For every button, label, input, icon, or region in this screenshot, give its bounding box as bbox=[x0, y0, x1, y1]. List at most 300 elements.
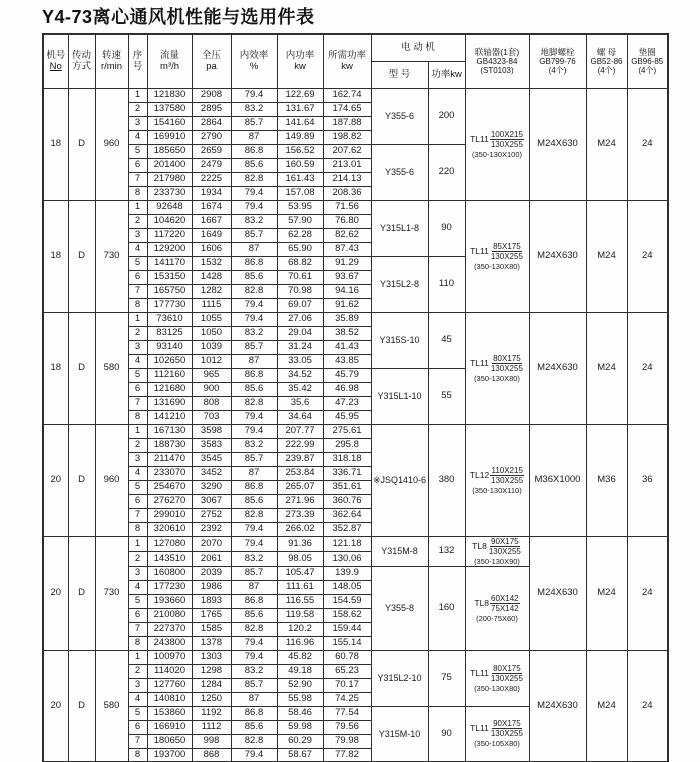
cell-pressure: 2895 bbox=[192, 102, 231, 116]
table-row bbox=[43, 536, 668, 551]
coupling-note: (350-130X80) bbox=[474, 373, 520, 383]
cell-motor-power: 55 bbox=[428, 368, 465, 424]
cell-flow: 100970 bbox=[147, 650, 192, 664]
cell-efficiency: 79.4 bbox=[231, 748, 277, 762]
cell-required-power: 295.8 bbox=[323, 438, 371, 452]
cell-flow: 153150 bbox=[147, 270, 192, 284]
coupling-prefix: TL11 bbox=[470, 133, 489, 144]
cell-seq: 5 bbox=[128, 706, 147, 720]
cell-motor-model: Y315L1-10 bbox=[371, 368, 428, 424]
coupling-fraction-row bbox=[472, 537, 522, 556]
cell-seq: 8 bbox=[128, 636, 147, 650]
cell-seq: 5 bbox=[128, 368, 147, 382]
cell-washer: 24 bbox=[627, 650, 668, 762]
header-label: 传动 bbox=[71, 50, 91, 62]
cell-flow: 211470 bbox=[147, 452, 192, 466]
cell-washer: 24 bbox=[627, 88, 668, 200]
cell-inner-power: 29.04 bbox=[277, 326, 323, 340]
cell-coupling bbox=[465, 200, 529, 312]
cell-seq: 6 bbox=[128, 382, 147, 396]
cell-flow: 201400 bbox=[147, 158, 192, 172]
cell-efficiency: 79.4 bbox=[231, 650, 277, 664]
header-label: GB52-86 bbox=[590, 56, 623, 66]
cell-seq: 6 bbox=[128, 720, 147, 734]
coupling-prefix: TL11 bbox=[470, 357, 489, 368]
cell-flow: 166910 bbox=[147, 720, 192, 734]
cell-efficiency: 82.8 bbox=[231, 508, 277, 522]
cell-machine-no: 18 bbox=[43, 200, 68, 312]
cell-pressure: 1606 bbox=[192, 242, 231, 256]
cell-pressure: 3067 bbox=[192, 494, 231, 508]
header-label: pa bbox=[206, 61, 217, 73]
header-label: 号 bbox=[132, 61, 143, 73]
coupling-prefix: TL11 bbox=[470, 245, 489, 256]
cell-inner-power: 69.07 bbox=[277, 298, 323, 312]
cell-efficiency: 86.8 bbox=[231, 706, 277, 720]
cell-seq: 2 bbox=[128, 664, 147, 678]
cell-motor-model: Y315L2-10 bbox=[371, 650, 428, 706]
cell-inner-power: 49.18 bbox=[277, 664, 323, 678]
header-label: % bbox=[249, 61, 259, 73]
cell-pressure: 1298 bbox=[192, 664, 231, 678]
cell-pressure: 808 bbox=[192, 396, 231, 410]
coupling-fraction-row bbox=[470, 354, 524, 373]
cell-flow: 167130 bbox=[147, 424, 192, 438]
cell-motor-power: 220 bbox=[428, 144, 465, 200]
cell-inner-power: 149.89 bbox=[277, 130, 323, 144]
cell-required-power: 174.65 bbox=[323, 102, 371, 116]
cell-required-power: 65.23 bbox=[323, 664, 371, 678]
cell-efficiency: 87 bbox=[231, 466, 277, 480]
cell-flow: 112160 bbox=[147, 368, 192, 382]
cell-inner-power: 57.90 bbox=[277, 214, 323, 228]
cell-flow: 141170 bbox=[147, 256, 192, 270]
fan-selection-table bbox=[42, 33, 669, 762]
cell-pressure: 1674 bbox=[192, 200, 231, 214]
cell-seq: 1 bbox=[128, 424, 147, 438]
cell-flow: 114020 bbox=[147, 664, 192, 678]
cell-efficiency: 83.2 bbox=[231, 551, 277, 566]
cell-pressure: 2752 bbox=[192, 508, 231, 522]
cell-efficiency: 79.4 bbox=[231, 312, 277, 326]
header-label: No bbox=[49, 61, 62, 73]
coupling-prefix: TL8 bbox=[474, 597, 490, 608]
cell-inner-power: 58.67 bbox=[277, 748, 323, 762]
coupling-fraction-numerator: 100X215 bbox=[490, 129, 523, 139]
cell-efficiency: 83.2 bbox=[231, 102, 277, 116]
cell-machine-no: 18 bbox=[43, 312, 68, 424]
header-label: 方式 bbox=[71, 61, 91, 73]
cell-seq: 8 bbox=[128, 186, 147, 200]
cell-required-power: 360.76 bbox=[323, 494, 371, 508]
cell-flow: 210080 bbox=[147, 608, 192, 622]
header-label: (4个) bbox=[597, 65, 616, 75]
cell-efficiency: 79.4 bbox=[231, 200, 277, 214]
cell-efficiency: 86.8 bbox=[231, 144, 277, 158]
cell-seq: 6 bbox=[128, 608, 147, 622]
cell-pressure: 3290 bbox=[192, 480, 231, 494]
cell-washer: 24 bbox=[627, 536, 668, 650]
cell-efficiency: 85.7 bbox=[231, 340, 277, 354]
cell-required-power: 162.74 bbox=[323, 88, 371, 102]
cell-seq: 1 bbox=[128, 200, 147, 214]
cell-flow: 143510 bbox=[147, 551, 192, 566]
cell-efficiency: 86.8 bbox=[231, 480, 277, 494]
cell-inner-power: 58.46 bbox=[277, 706, 323, 720]
cell-efficiency: 79.4 bbox=[231, 186, 277, 200]
cell-motor-model: Y315M-10 bbox=[371, 706, 428, 762]
cell-flow: 188730 bbox=[147, 438, 192, 452]
cell-machine-no: 18 bbox=[43, 88, 68, 200]
cell-motor-model: ※JSQ1410-6 bbox=[371, 424, 428, 536]
cell-seq: 3 bbox=[128, 566, 147, 580]
cell-flow: 141210 bbox=[147, 410, 192, 424]
cell-pressure: 1765 bbox=[192, 608, 231, 622]
cell-inner-power: 222.99 bbox=[277, 438, 323, 452]
header-label: 垫圈 bbox=[638, 46, 656, 57]
header-label: 全压 bbox=[201, 50, 221, 62]
coupling-fraction bbox=[490, 354, 524, 373]
cell-required-power: 70.17 bbox=[323, 678, 371, 692]
cell-nut: M24 bbox=[586, 650, 627, 762]
coupling-fraction-row bbox=[470, 130, 524, 149]
coupling-fraction bbox=[490, 242, 524, 261]
cell-inner-power: 265.07 bbox=[277, 480, 323, 494]
cell-flow: 127080 bbox=[147, 536, 192, 551]
cell-motor-model: Y315M-8 bbox=[371, 536, 428, 566]
cell-motor-power: 200 bbox=[428, 88, 465, 144]
cell-inner-power: 266.02 bbox=[277, 522, 323, 536]
cell-efficiency: 79.4 bbox=[231, 410, 277, 424]
cell-pressure: 1284 bbox=[192, 678, 231, 692]
cell-pressure: 2039 bbox=[192, 566, 231, 580]
coupling-prefix: TL11 bbox=[470, 667, 489, 678]
cell-efficiency: 83.2 bbox=[231, 326, 277, 340]
cell-pressure: 1192 bbox=[192, 706, 231, 720]
cell-flow: 233070 bbox=[147, 466, 192, 480]
header-label: 转速 bbox=[101, 50, 121, 62]
header-label: (ST0103) bbox=[480, 65, 514, 75]
cell-inner-power: 105.47 bbox=[277, 566, 323, 580]
cell-coupling bbox=[465, 706, 529, 762]
coupling-fraction-row bbox=[470, 664, 524, 683]
coupling-fraction-numerator: 110X215 bbox=[491, 465, 523, 475]
cell-required-power: 45.79 bbox=[323, 368, 371, 382]
cell-drive-type: D bbox=[68, 88, 95, 200]
cell-efficiency: 87 bbox=[231, 580, 277, 594]
cell-pressure: 1667 bbox=[192, 214, 231, 228]
cell-seq: 8 bbox=[128, 298, 147, 312]
cell-required-power: 155.14 bbox=[323, 636, 371, 650]
cell-required-power: 77.82 bbox=[323, 748, 371, 762]
cell-seq: 6 bbox=[128, 494, 147, 508]
cell-pressure: 1112 bbox=[192, 720, 231, 734]
cell-flow: 92648 bbox=[147, 200, 192, 214]
cell-flow: 227370 bbox=[147, 622, 192, 636]
cell-seq: 8 bbox=[128, 522, 147, 536]
cell-seq: 5 bbox=[128, 480, 147, 494]
cell-coupling bbox=[465, 536, 529, 566]
coupling-spec bbox=[466, 130, 529, 159]
cell-efficiency: 86.8 bbox=[231, 368, 277, 382]
col-header-motor: 电 动 机 bbox=[371, 34, 465, 61]
cell-efficiency: 85.6 bbox=[231, 494, 277, 508]
coupling-note: (350-130X110) bbox=[472, 485, 522, 495]
cell-flow: 180650 bbox=[147, 734, 192, 748]
header-label: 所需功率 bbox=[327, 50, 366, 62]
cell-inner-power: 91.36 bbox=[277, 536, 323, 551]
cell-pressure: 2790 bbox=[192, 130, 231, 144]
cell-inner-power: 52.90 bbox=[277, 678, 323, 692]
coupling-fraction-row bbox=[470, 719, 524, 738]
cell-efficiency: 79.4 bbox=[231, 536, 277, 551]
cell-seq: 4 bbox=[128, 466, 147, 480]
coupling-fraction-denominator: 130X255 bbox=[490, 729, 523, 739]
header-label: kw bbox=[341, 61, 353, 73]
cell-required-power: 121.18 bbox=[323, 536, 371, 551]
cell-pressure: 1585 bbox=[192, 622, 231, 636]
cell-pressure: 2061 bbox=[192, 551, 231, 566]
header-label: m³/h bbox=[160, 61, 179, 73]
header-label: 螺 母 bbox=[596, 46, 617, 57]
cell-coupling bbox=[465, 424, 529, 536]
cell-inner-power: 62.28 bbox=[277, 228, 323, 242]
cell-nut: M24 bbox=[586, 88, 627, 200]
cell-efficiency: 82.8 bbox=[231, 622, 277, 636]
cell-flow: 140810 bbox=[147, 692, 192, 706]
cell-inner-power: 131.67 bbox=[277, 102, 323, 116]
cell-efficiency: 85.6 bbox=[231, 270, 277, 284]
cell-efficiency: 83.2 bbox=[231, 214, 277, 228]
cell-drive-type: D bbox=[68, 536, 95, 650]
cell-motor-model: Y355-6 bbox=[371, 144, 428, 200]
cell-anchor-bolt: M24X630 bbox=[529, 200, 586, 312]
col-header-anchor-bolt bbox=[529, 34, 586, 88]
cell-efficiency: 85.7 bbox=[231, 452, 277, 466]
cell-washer: 36 bbox=[627, 424, 668, 536]
coupling-spec bbox=[466, 594, 529, 623]
cell-drive-type: D bbox=[68, 424, 95, 536]
cell-pressure: 1115 bbox=[192, 298, 231, 312]
cell-required-power: 82.62 bbox=[323, 228, 371, 242]
cell-flow: 193700 bbox=[147, 748, 192, 762]
coupling-fraction-denominator: 75X142 bbox=[491, 603, 519, 613]
coupling-spec bbox=[466, 466, 529, 495]
coupling-fraction bbox=[488, 537, 522, 556]
cell-motor-power: 380 bbox=[428, 424, 465, 536]
header-label: (4个) bbox=[638, 65, 657, 75]
col-header-coupling bbox=[465, 34, 529, 88]
header-label: kw bbox=[294, 61, 306, 73]
header-label: GB799-76 bbox=[539, 56, 576, 66]
coupling-spec bbox=[466, 242, 529, 271]
cell-motor-model: Y355-8 bbox=[371, 566, 428, 650]
cell-required-power: 79.98 bbox=[323, 734, 371, 748]
col-header-required-power bbox=[323, 34, 371, 88]
cell-required-power: 158.62 bbox=[323, 608, 371, 622]
col-header-inner-power bbox=[277, 34, 323, 88]
cell-inner-power: 65.90 bbox=[277, 242, 323, 256]
cell-flow: 117220 bbox=[147, 228, 192, 242]
cell-flow: 177230 bbox=[147, 580, 192, 594]
cell-efficiency: 85.6 bbox=[231, 608, 277, 622]
cell-inner-power: 119.58 bbox=[277, 608, 323, 622]
cell-efficiency: 79.4 bbox=[231, 88, 277, 102]
cell-flow: 121680 bbox=[147, 382, 192, 396]
cell-pressure: 1282 bbox=[192, 284, 231, 298]
cell-pressure: 1649 bbox=[192, 228, 231, 242]
cell-nut: M24 bbox=[586, 312, 627, 424]
cell-inner-power: 141.64 bbox=[277, 116, 323, 130]
cell-flow: 153860 bbox=[147, 706, 192, 720]
header-label: 内效率 bbox=[239, 50, 269, 62]
coupling-fraction bbox=[490, 594, 520, 613]
cell-required-power: 87.43 bbox=[323, 242, 371, 256]
cell-inner-power: 35.42 bbox=[277, 382, 323, 396]
cell-flow: 73610 bbox=[147, 312, 192, 326]
cell-inner-power: 271.96 bbox=[277, 494, 323, 508]
cell-efficiency: 79.4 bbox=[231, 522, 277, 536]
cell-pressure: 868 bbox=[192, 748, 231, 762]
col-header-motor-power: 功率kw bbox=[428, 61, 465, 88]
cell-required-power: 93.67 bbox=[323, 270, 371, 284]
col-header-machine-no bbox=[43, 34, 68, 88]
cell-flow: 320610 bbox=[147, 522, 192, 536]
cell-inner-power: 122.69 bbox=[277, 88, 323, 102]
cell-seq: 1 bbox=[128, 650, 147, 664]
coupling-spec bbox=[466, 354, 529, 383]
cell-pressure: 2070 bbox=[192, 536, 231, 551]
coupling-fraction-numerator: 60X142 bbox=[491, 593, 519, 603]
cell-pressure: 3545 bbox=[192, 452, 231, 466]
cell-pressure: 1893 bbox=[192, 594, 231, 608]
cell-flow: 137580 bbox=[147, 102, 192, 116]
cell-anchor-bolt: M24X630 bbox=[529, 536, 586, 650]
cell-inner-power: 207.77 bbox=[277, 424, 323, 438]
cell-seq: 2 bbox=[128, 438, 147, 452]
cell-pressure: 1050 bbox=[192, 326, 231, 340]
cell-coupling bbox=[465, 566, 529, 650]
coupling-note: (350-130X90) bbox=[474, 556, 520, 566]
cell-inner-power: 157.08 bbox=[277, 186, 323, 200]
cell-seq: 5 bbox=[128, 144, 147, 158]
coupling-spec bbox=[466, 537, 529, 566]
coupling-fraction bbox=[490, 130, 524, 149]
cell-inner-power: 35.6 bbox=[277, 396, 323, 410]
coupling-fraction-denominator: 130X255 bbox=[490, 673, 523, 683]
coupling-note: (350-130X80) bbox=[474, 261, 520, 271]
cell-required-power: 46.98 bbox=[323, 382, 371, 396]
cell-efficiency: 85.6 bbox=[231, 158, 277, 172]
cell-required-power: 207.62 bbox=[323, 144, 371, 158]
table-header bbox=[43, 34, 668, 88]
cell-required-power: 45.95 bbox=[323, 410, 371, 424]
cell-seq: 5 bbox=[128, 594, 147, 608]
coupling-prefix: TL8 bbox=[472, 540, 487, 551]
cell-flow: 83125 bbox=[147, 326, 192, 340]
cell-efficiency: 79.4 bbox=[231, 424, 277, 438]
cell-inner-power: 239.87 bbox=[277, 452, 323, 466]
cell-flow: 93140 bbox=[147, 340, 192, 354]
cell-pressure: 1055 bbox=[192, 312, 231, 326]
cell-pressure: 2225 bbox=[192, 172, 231, 186]
cell-inner-power: 34.52 bbox=[277, 368, 323, 382]
cell-seq: 1 bbox=[128, 312, 147, 326]
cell-seq: 7 bbox=[128, 508, 147, 522]
cell-efficiency: 86.8 bbox=[231, 256, 277, 270]
cell-seq: 4 bbox=[128, 692, 147, 706]
cell-required-power: 159.44 bbox=[323, 622, 371, 636]
cell-flow: 193660 bbox=[147, 594, 192, 608]
cell-machine-no: 20 bbox=[43, 650, 68, 762]
cell-efficiency: 82.8 bbox=[231, 172, 277, 186]
coupling-fraction-numerator: 90X175 bbox=[493, 719, 521, 729]
cell-inner-power: 160.59 bbox=[277, 158, 323, 172]
cell-seq: 6 bbox=[128, 158, 147, 172]
cell-seq: 2 bbox=[128, 214, 147, 228]
cell-efficiency: 85.7 bbox=[231, 678, 277, 692]
cell-inner-power: 98.05 bbox=[277, 551, 323, 566]
cell-speed: 730 bbox=[95, 200, 128, 312]
cell-motor-model: Y315S-10 bbox=[371, 312, 428, 368]
cell-inner-power: 60.29 bbox=[277, 734, 323, 748]
cell-efficiency: 87 bbox=[231, 130, 277, 144]
cell-required-power: 130.06 bbox=[323, 551, 371, 566]
cell-inner-power: 55.98 bbox=[277, 692, 323, 706]
cell-motor-power: 90 bbox=[428, 200, 465, 256]
cell-flow: 104620 bbox=[147, 214, 192, 228]
cell-pressure: 1428 bbox=[192, 270, 231, 284]
cell-efficiency: 85.7 bbox=[231, 566, 277, 580]
col-header-speed bbox=[95, 34, 128, 88]
cell-required-power: 77.54 bbox=[323, 706, 371, 720]
header-label: 机号 bbox=[46, 50, 66, 62]
cell-motor-power: 110 bbox=[428, 256, 465, 312]
cell-required-power: 362.64 bbox=[323, 508, 371, 522]
cell-anchor-bolt: M24X630 bbox=[529, 88, 586, 200]
cell-machine-no: 20 bbox=[43, 536, 68, 650]
coupling-note: (200-75X60) bbox=[476, 613, 518, 623]
cell-inner-power: 120.2 bbox=[277, 622, 323, 636]
cell-required-power: 154.59 bbox=[323, 594, 371, 608]
cell-required-power: 351.61 bbox=[323, 480, 371, 494]
cell-required-power: 139.9 bbox=[323, 566, 371, 580]
header-label: r/min bbox=[100, 61, 123, 73]
coupling-fraction bbox=[490, 719, 524, 738]
cell-seq: 7 bbox=[128, 622, 147, 636]
cell-flow: 131690 bbox=[147, 396, 192, 410]
cell-required-power: 91.29 bbox=[323, 256, 371, 270]
cell-nut: M24 bbox=[586, 536, 627, 650]
cell-pressure: 1986 bbox=[192, 580, 231, 594]
cell-flow: 127760 bbox=[147, 678, 192, 692]
header-label: 联轴器(1套) bbox=[474, 46, 520, 57]
table-row bbox=[43, 424, 668, 438]
cell-required-power: 336.71 bbox=[323, 466, 371, 480]
cell-flow: 165750 bbox=[147, 284, 192, 298]
col-header-nut bbox=[586, 34, 627, 88]
cell-anchor-bolt: M24X630 bbox=[529, 650, 586, 762]
cell-pressure: 900 bbox=[192, 382, 231, 396]
cell-motor-model: Y315L1-8 bbox=[371, 200, 428, 256]
cell-efficiency: 87 bbox=[231, 692, 277, 706]
cell-seq: 7 bbox=[128, 172, 147, 186]
col-header-seq bbox=[128, 34, 147, 88]
header-label: 内功率 bbox=[285, 50, 315, 62]
cell-flow: 169910 bbox=[147, 130, 192, 144]
cell-seq: 4 bbox=[128, 242, 147, 256]
cell-flow: 121830 bbox=[147, 88, 192, 102]
